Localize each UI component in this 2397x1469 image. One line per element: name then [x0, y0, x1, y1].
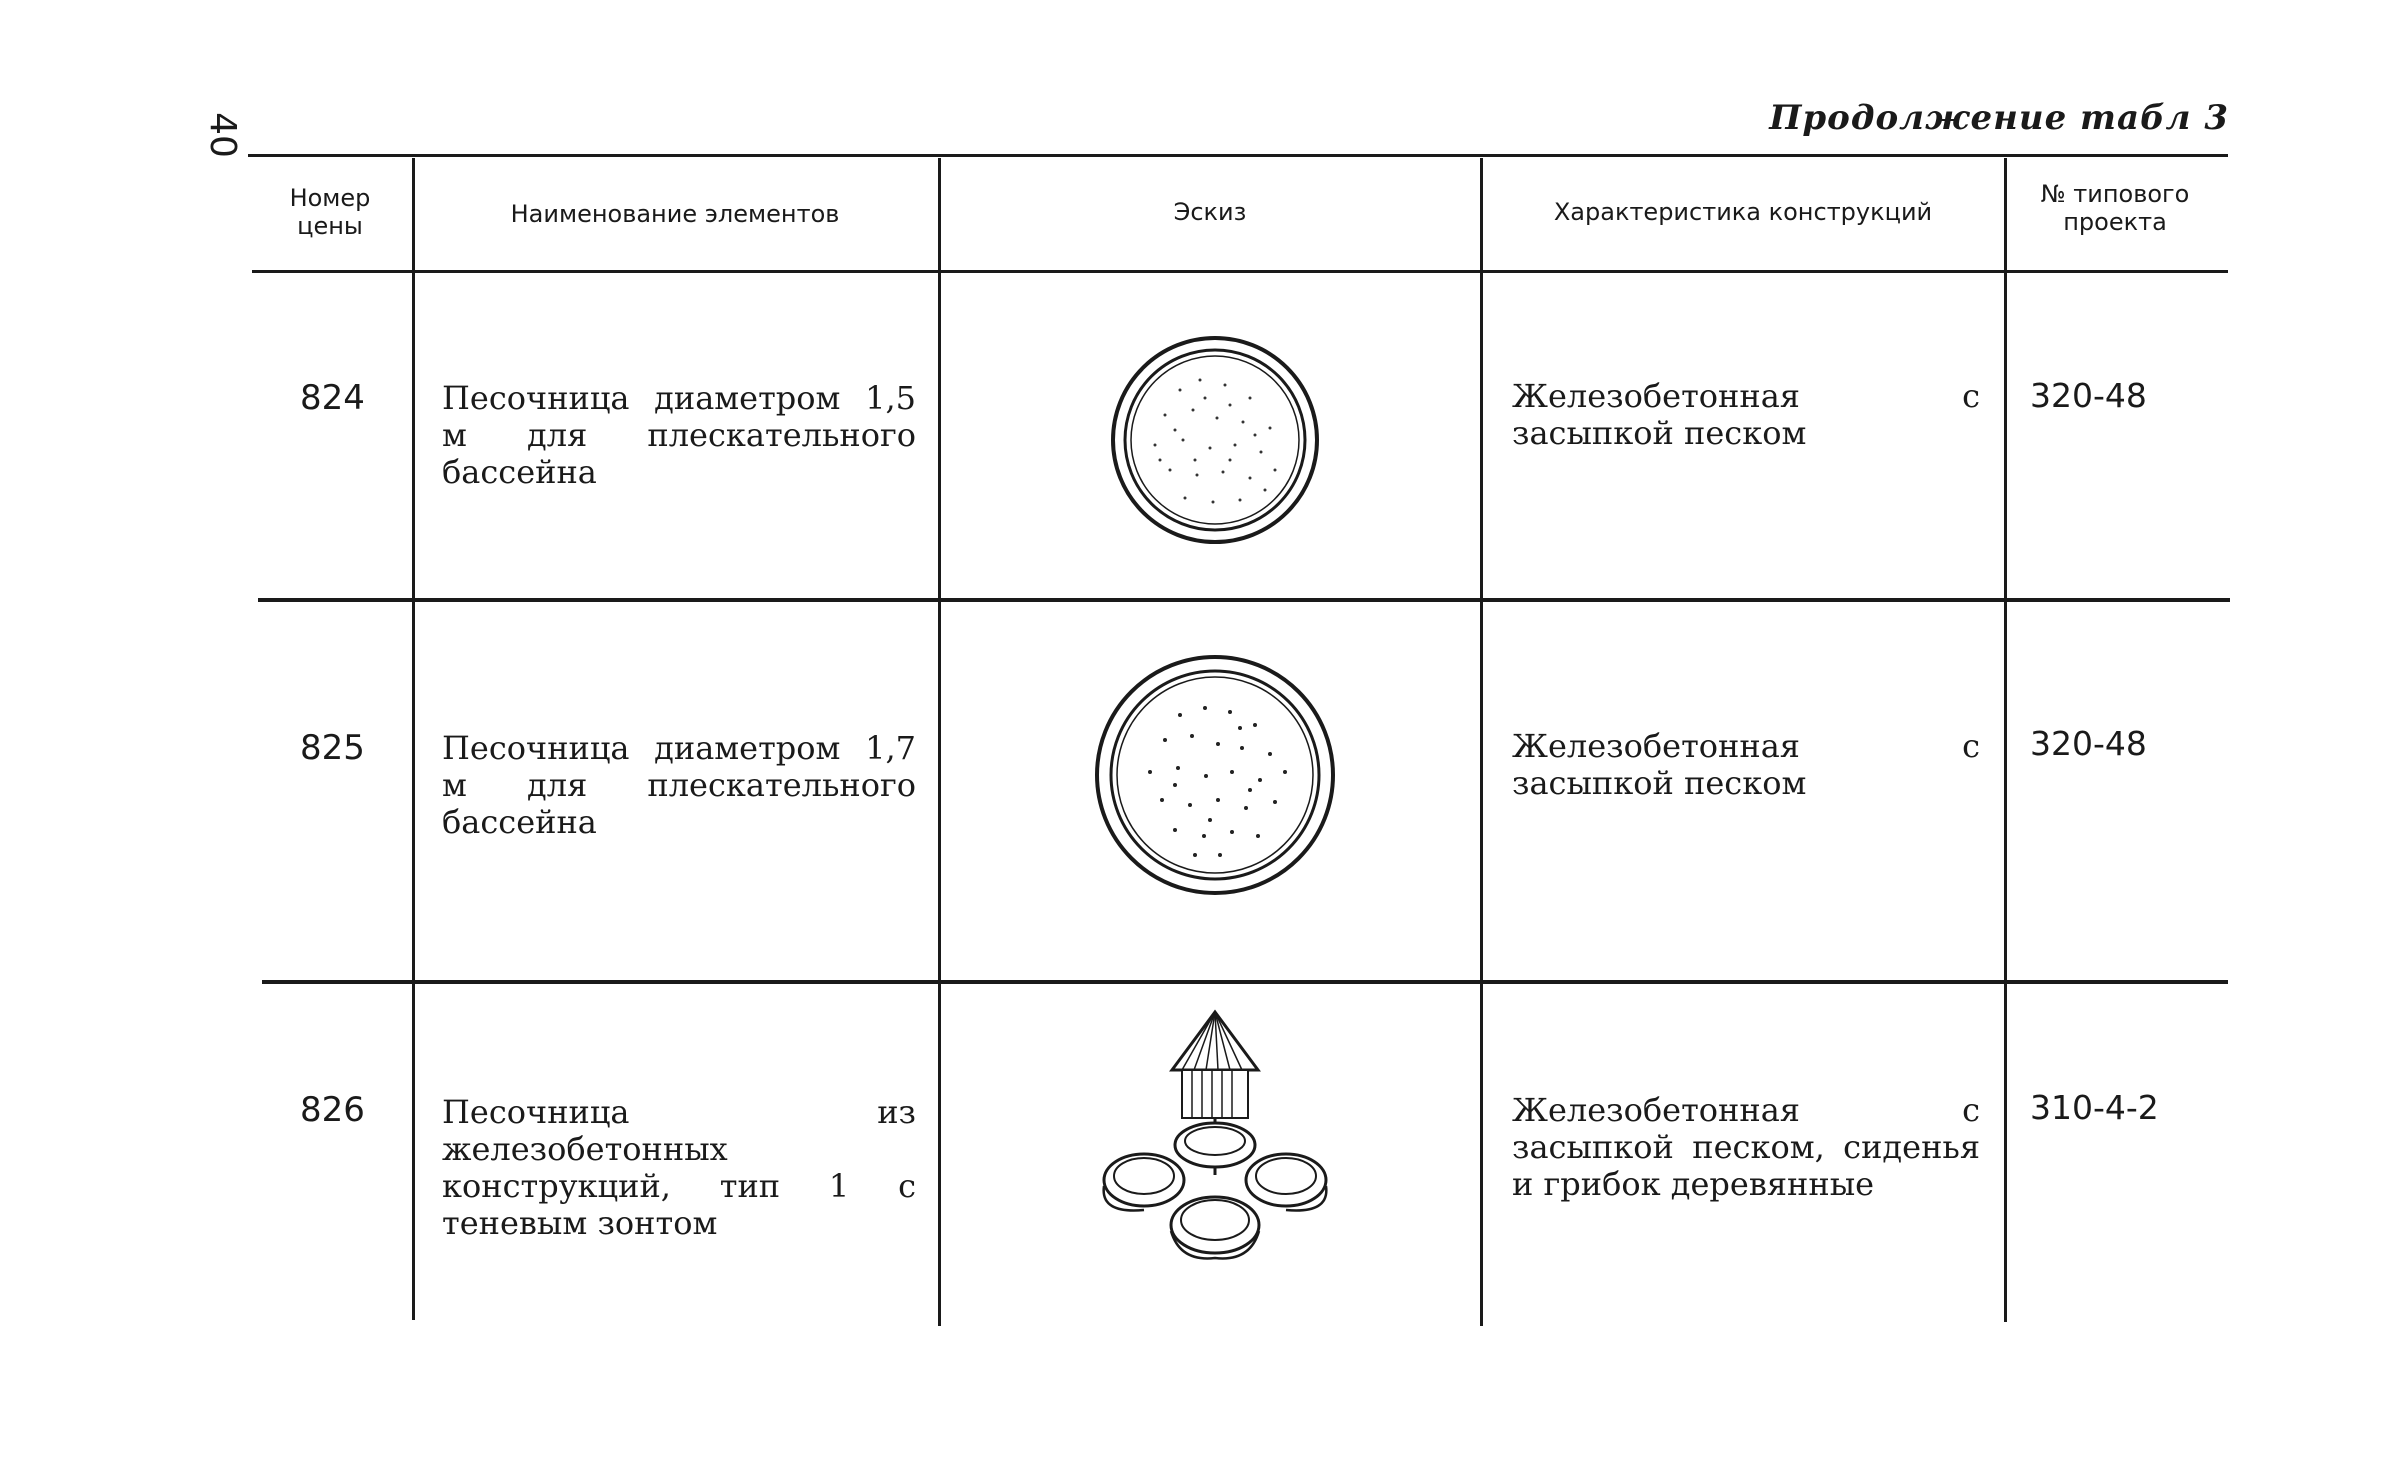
four-section-sandbox-with-umbrella-icon	[1070, 1000, 1360, 1290]
element-name: Песочница из железобетонных конструкций, тип 1 с теневым зонтом	[442, 1093, 916, 1242]
price-number: 825	[300, 728, 365, 768]
table-top-rule	[248, 154, 2228, 157]
header-project-number: № типового проекта	[2040, 180, 2190, 236]
price-number: 824	[300, 378, 365, 418]
element-name: Песочница диаметром 1,5 м для плескательного бассейна	[442, 379, 916, 491]
column-rule	[2004, 158, 2007, 1322]
round-sandbox-icon	[1085, 310, 1345, 570]
row-divider	[258, 598, 2230, 602]
row-divider	[262, 980, 2228, 984]
project-number: 320-48	[2030, 724, 2147, 763]
project-number: 320-48	[2030, 376, 2147, 415]
construction-description: Железобетонная с засыпкой песком, сиденья и грибок деревянные	[1512, 1091, 1980, 1203]
continuation-label: Продолжение табл 3	[1769, 98, 2229, 138]
header-element-name: Наименование элементов	[510, 200, 840, 228]
column-rule	[412, 158, 415, 1320]
page-number: 40	[202, 112, 243, 158]
round-sandbox-icon	[1080, 640, 1350, 910]
header-price-number: Номер цены	[289, 184, 371, 240]
price-number: 826	[300, 1090, 365, 1130]
construction-description: Железобетонная с засыпкой песком	[1512, 377, 1980, 452]
project-number: 310-4-2	[2030, 1088, 2159, 1127]
column-rule	[1480, 158, 1483, 1326]
header-construction: Характеристика конструкций	[1553, 198, 1933, 226]
construction-description: Железобетонная с засыпкой песком	[1512, 727, 1980, 802]
element-name: Песочница диаметром 1,7 м для плескательного бассейна	[442, 729, 916, 841]
column-rule	[938, 158, 941, 1326]
header-sketch: Эскиз	[1173, 198, 1247, 226]
header-bottom-rule	[252, 270, 2228, 273]
